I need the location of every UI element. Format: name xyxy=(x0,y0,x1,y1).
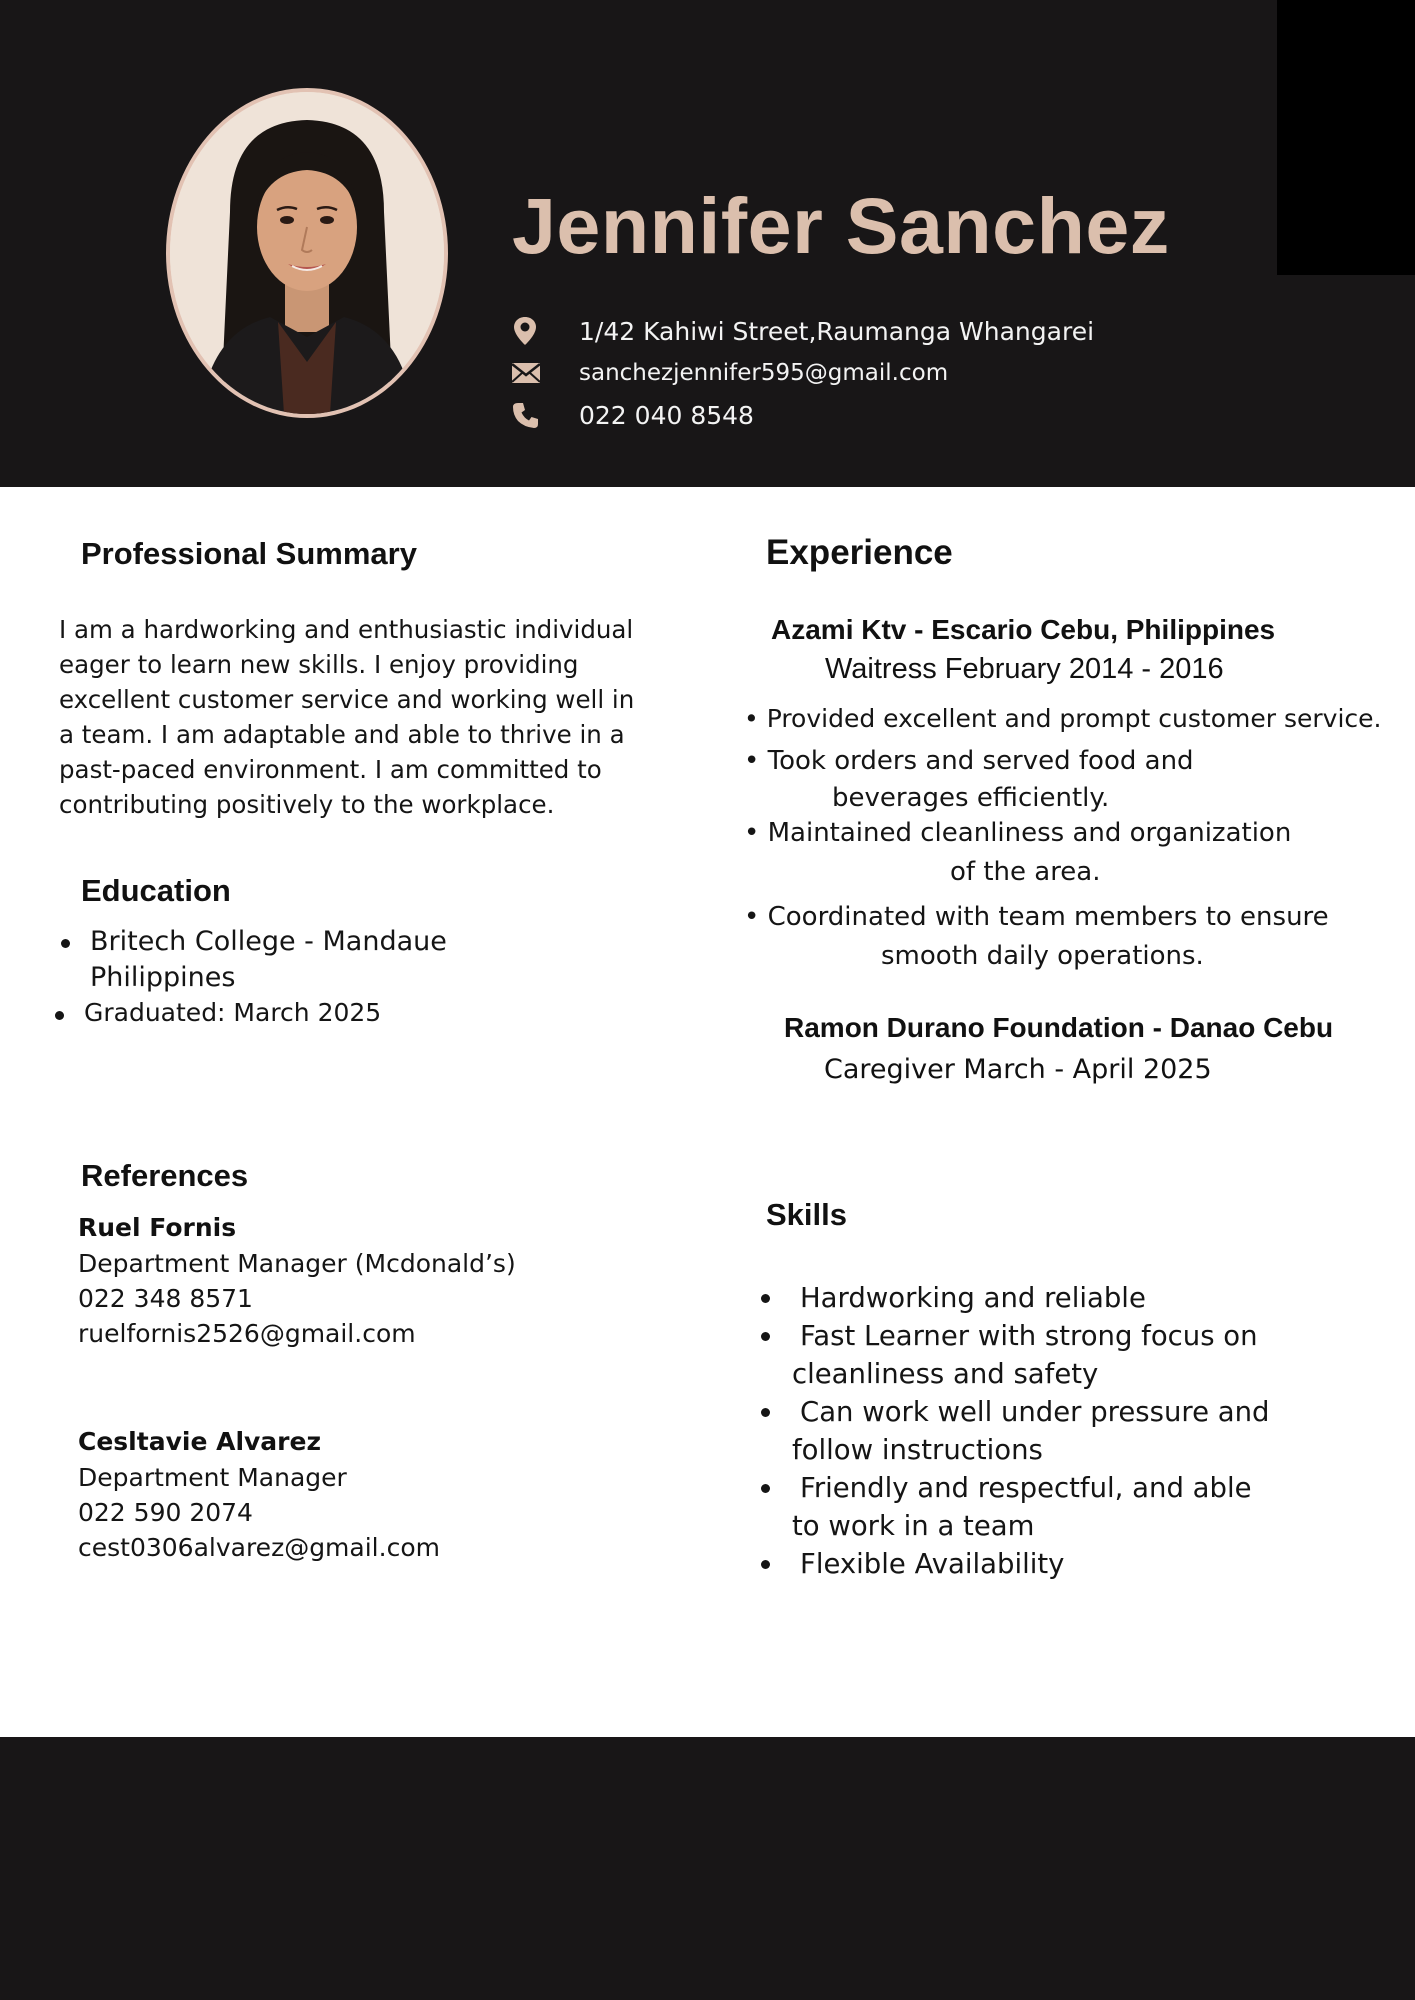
reference-name: Ruel Fornis xyxy=(78,1213,237,1242)
bullet-dot xyxy=(761,1484,770,1493)
reference-phone: 022 348 8571 xyxy=(78,1284,253,1313)
bullet-dot xyxy=(61,939,70,948)
phone-icon xyxy=(512,398,548,432)
skill-item: Fast Learner with strong focus on xyxy=(800,1320,1258,1352)
summary-heading: Professional Summary xyxy=(81,536,417,571)
education-heading: Education xyxy=(81,873,231,908)
contact-email xyxy=(512,356,949,390)
bullet-dot xyxy=(761,1408,770,1417)
experience-bullet-cont: beverages efficiently. xyxy=(832,783,1110,813)
envelope-icon xyxy=(512,356,548,390)
references-heading: References xyxy=(81,1158,249,1193)
candidate-name: Jennifer Sanchez xyxy=(512,181,1170,270)
summary-line: I am a hardworking and enthusiastic individual xyxy=(59,615,634,644)
reference-email[interactable]: cest0306alvarez@gmail.com xyxy=(78,1533,440,1562)
skill-item: Can work well under pressure and xyxy=(800,1396,1270,1428)
skill-item: Friendly and respectful, and able xyxy=(800,1472,1252,1504)
email-text[interactable]: sanchezjennifer595@gmail.com xyxy=(579,360,949,386)
bullet-dot xyxy=(761,1294,770,1303)
experience-bullet-cont: smooth daily operations. xyxy=(881,941,1204,971)
skill-item-cont: follow instructions xyxy=(792,1434,1043,1466)
experience-bullet: • Coordinated with team members to ensure xyxy=(744,902,1329,932)
bullet-dot xyxy=(761,1332,770,1341)
phone-text: 022 040 8548 xyxy=(579,400,754,430)
summary-line: a team. I am adaptable and able to thrive in a xyxy=(59,720,625,749)
bullet-dot xyxy=(55,1011,64,1020)
contact-address xyxy=(512,314,1095,348)
summary-line: past-paced environment. I am committed to xyxy=(59,755,602,784)
contact-phone xyxy=(512,398,754,432)
summary-paragraph xyxy=(59,612,634,822)
address-text: 1/42 Kahiwi Street,Raumanga Whangarei xyxy=(579,316,1095,346)
experience-bullet: • Provided excellent and prompt customer service. xyxy=(744,704,1382,733)
experience-bullet: • Maintained cleanliness and organization xyxy=(744,818,1292,848)
job-subtitle: Waitress February 2014 - 2016 xyxy=(825,653,1224,685)
summary-line: contributing positively to the workplace. xyxy=(59,790,555,819)
job-title: Ramon Durano Foundation - Danao Cebu xyxy=(784,1012,1334,1043)
job-title: Azami Ktv - Escario Cebu, Philippines xyxy=(771,614,1276,645)
reference-email[interactable]: ruelfornis2526@gmail.com xyxy=(78,1319,416,1348)
skill-item: Hardworking and reliable xyxy=(800,1282,1146,1314)
education-graduated: Graduated: March 2025 xyxy=(84,998,382,1027)
job-subtitle: Caregiver March - April 2025 xyxy=(824,1054,1212,1085)
reference-name: Cesltavie Alvarez xyxy=(78,1427,322,1456)
experience-bullet: • Took orders and served food and xyxy=(744,746,1194,776)
header-corner-block xyxy=(1277,0,1415,275)
summary-line: excellent customer service and working well in xyxy=(59,685,635,714)
reference-phone: 022 590 2074 xyxy=(78,1498,253,1527)
reference-role: Department Manager xyxy=(78,1463,347,1492)
education-school: Britech College - Mandaue xyxy=(90,926,447,957)
experience-bullet-cont: of the area. xyxy=(950,857,1101,887)
skill-item-cont: cleanliness and safety xyxy=(792,1358,1099,1390)
skills-heading: Skills xyxy=(766,1197,847,1232)
skill-item: Flexible Availability xyxy=(800,1548,1065,1580)
profile-photo xyxy=(166,88,448,418)
summary-line: eager to learn new skills. I enjoy providing xyxy=(59,650,579,679)
education-school-location: Philippines xyxy=(90,962,236,993)
location-pin-icon xyxy=(512,314,548,348)
skill-item-cont: to work in a team xyxy=(792,1510,1035,1542)
bullet-dot xyxy=(761,1560,770,1569)
reference-role: Department Manager (Mcdonald’s) xyxy=(78,1249,516,1278)
footer-band xyxy=(0,1737,1415,2000)
experience-heading: Experience xyxy=(766,533,953,572)
